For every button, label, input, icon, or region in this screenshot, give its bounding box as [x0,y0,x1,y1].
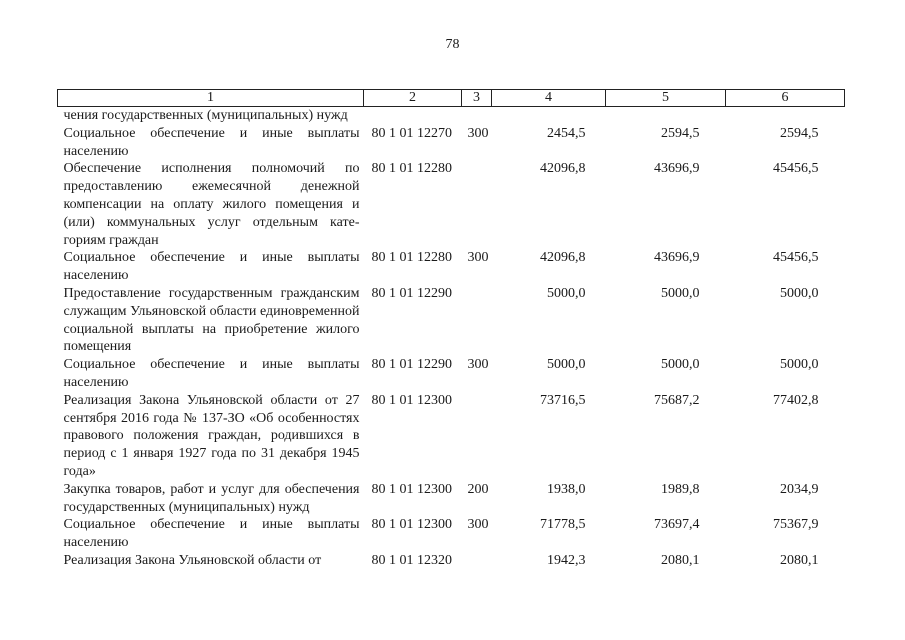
row-expense-type [462,392,492,481]
row-name: Предоставление государственным гражданским служащим Ульяновской области единовременной социальной выплаты на приобретение жилого помещения [63,285,360,355]
column-header: 5 [606,90,726,107]
row-code: 80 1 01 12270 [371,125,452,141]
row-code: 80 1 01 12280 [371,250,452,266]
row-value-year3: 5000,0 [780,285,819,301]
table-row [58,285,845,356]
row-value-year1 [492,107,606,125]
table-row [58,107,845,125]
row-name: Обеспечение исполнения полномочий по предоставлению ежемесячной денежной компенсации на оплату жилого помещения и (или) коммунальных услуг отдельным категориям граждан [63,161,360,248]
row-value-year1: 1942,3 [547,552,586,568]
row-code: 80 1 01 12300 [371,392,452,408]
row-expense-type: 300 [467,125,489,141]
row-expense-type: 300 [467,357,489,373]
row-value-year2: 73697,4 [654,517,700,533]
table-row [58,481,845,517]
column-header: 6 [726,90,845,107]
column-header: 1 [58,90,364,107]
row-value-year1: 5000,0 [547,285,586,301]
row-value-year3 [726,107,845,125]
row-value-year1: 42096,8 [540,161,586,177]
row-value-year3: 5000,0 [780,357,819,373]
row-expense-type: 200 [467,481,489,497]
row-code: 80 1 01 12300 [371,517,452,533]
row-name: Социальное обеспечение и иные выплаты населению [63,250,360,284]
row-value-year1: 73716,5 [540,392,586,408]
table-row [58,160,845,249]
row-name: Социальное обеспечение и иные выплаты населению [63,517,360,551]
row-value-year2: 2594,5 [661,125,700,141]
row-expense-type [462,160,492,249]
row-name: Реализация Закона Ульяновской области от [63,552,322,568]
row-value-year1: 1938,0 [547,481,586,497]
row-value-year3: 77402,8 [773,392,819,408]
row-code [364,107,462,125]
page-number: 78 [445,37,460,52]
row-value-year3: 75367,9 [773,517,819,533]
row-value-year1: 5000,0 [547,357,586,373]
row-name: Реализация Закона Ульяновской области от 27 сентября 2016 года № 137-ЗО «Об особенностях правового положения граждан, родившихся в период с 1 января 1927 года по 31 декабря 1945 года» [63,392,360,479]
row-value-year2: 43696,9 [654,161,700,177]
row-value-year2: 1989,8 [661,481,700,497]
row-value-year3: 2594,5 [780,125,819,141]
row-value-year2: 5000,0 [661,357,700,373]
row-value-year3: 2034,9 [780,481,819,497]
row-value-year2: 75687,2 [654,392,700,408]
column-header: 4 [492,90,606,107]
row-value-year3: 45456,5 [773,250,819,266]
row-code: 80 1 01 12290 [371,357,452,373]
column-header: 2 [364,90,462,107]
row-expense-type [462,285,492,356]
table-row [58,249,845,285]
row-value-year1: 42096,8 [540,250,586,266]
row-name: Закупка товаров, работ и услуг для обеспечения государственных (муниципальных) нужд [63,481,360,515]
row-value-year2 [606,107,726,125]
row-code: 80 1 01 12320 [371,552,452,568]
row-code: 80 1 01 12290 [371,285,452,301]
row-value-year2: 5000,0 [661,285,700,301]
row-name: Социальное обеспечение и иные выплаты населению [63,125,360,159]
row-value-year2: 2080,1 [661,552,700,568]
row-name: чения государственных (муниципальных) нужд [63,108,348,123]
table-row [58,125,845,161]
row-code: 80 1 01 12300 [371,481,452,497]
row-expense-type: 300 [467,517,489,533]
table-row [58,356,845,392]
row-code: 80 1 01 12280 [371,161,452,177]
table-row [58,392,845,481]
row-expense-type: 300 [467,250,489,266]
row-expense-type [462,107,492,125]
row-value-year2: 43696,9 [654,250,700,266]
row-name: Социальное обеспечение и иные выплаты населению [63,357,360,390]
budget-table [57,89,845,570]
column-header: 3 [462,90,492,107]
table-header-row [58,90,845,107]
table-row [58,516,845,552]
row-value-year1: 2454,5 [547,125,586,141]
row-value-year1: 71778,5 [540,517,586,533]
row-expense-type [462,552,492,570]
row-value-year3: 2080,1 [780,552,819,568]
table-row [58,552,845,570]
row-value-year3: 45456,5 [773,161,819,177]
